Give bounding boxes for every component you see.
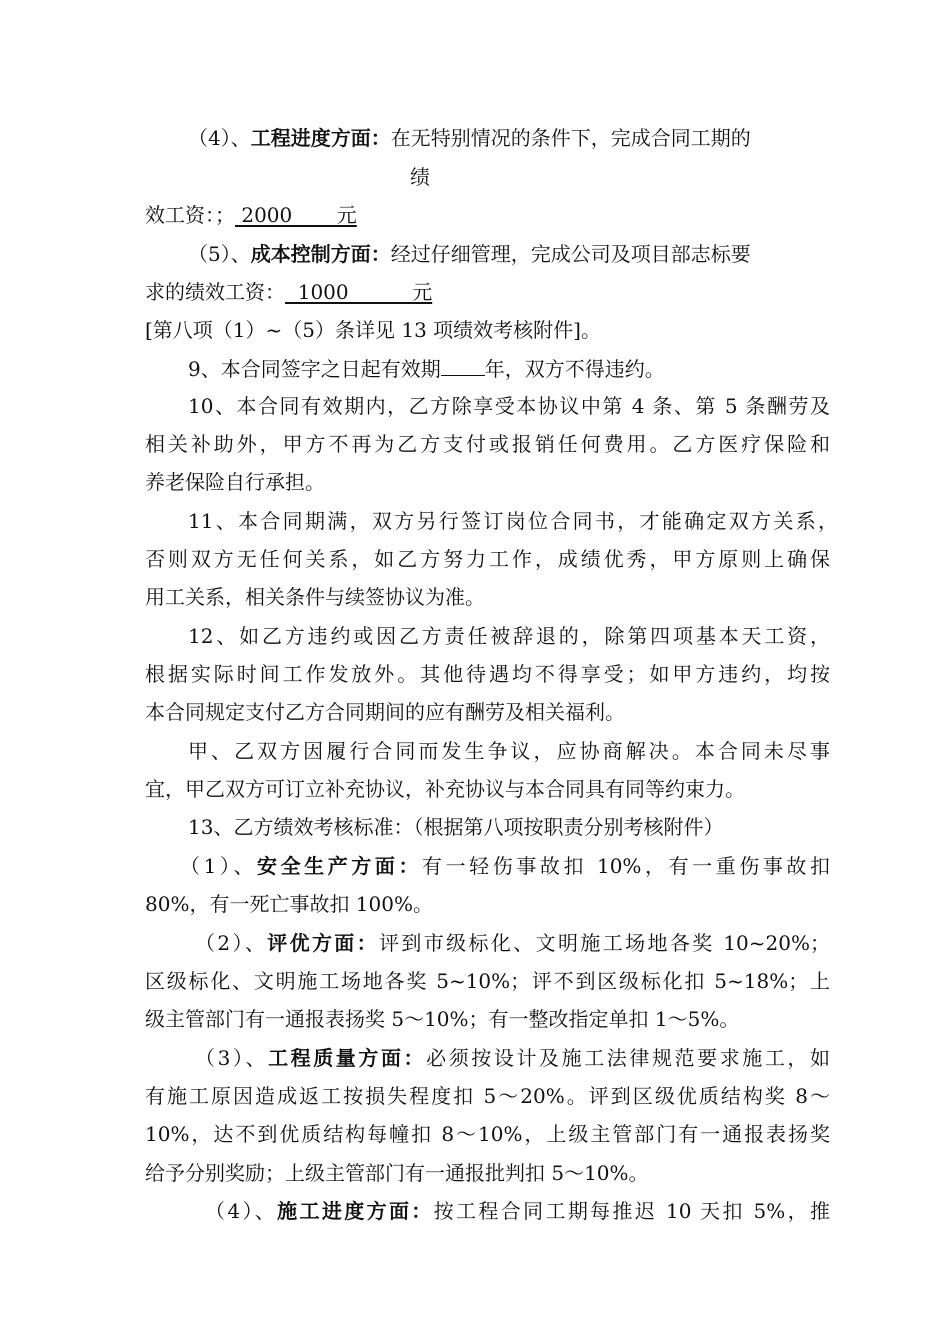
std3-line3: 10%，达不到优质结构每幢扣 8～10%，上级主管部门有一通报表扬奖 xyxy=(145,1122,830,1146)
item-prefix: （1）、 xyxy=(180,854,258,878)
clause-11-line: 11、本合同期满，双方另行签订岗位合同书，才能确定双方关系， xyxy=(188,509,838,533)
progress-item-line2 xyxy=(145,202,357,228)
clause-9 xyxy=(188,355,665,382)
progress-item-line1 xyxy=(188,125,751,151)
cost-item-line2 xyxy=(145,279,432,305)
item-heading: 成本控制方面： xyxy=(250,242,391,266)
item-text: 效工资：； xyxy=(145,203,235,227)
clause-text: 9、本合同签字之日起有效期 xyxy=(188,357,441,381)
item-text: 评到市级标化、文明施工场地各奖 10~20%； xyxy=(379,931,830,955)
std3-line1 xyxy=(195,1045,830,1071)
item-heading: 评优方面： xyxy=(267,931,380,955)
item-text: 在无特别情况的条件下，完成合同工期的 xyxy=(390,126,751,150)
clause-10-line: 相关补助外，甲方不再为乙方支付或报销任何费用。乙方医疗保险和 xyxy=(145,432,830,456)
clause-12-line: 12、如乙方违约或因乙方责任被辞退的，除第四项基本天工资， xyxy=(188,624,830,648)
std1-line1 xyxy=(180,853,830,879)
item-prefix: （4）、 xyxy=(205,1199,278,1223)
std3-line4: 给予分别奖励；上级主管部门有一通报批判扣 5～10%。 xyxy=(145,1161,649,1185)
item-prefix: （3）、 xyxy=(195,1046,269,1070)
dispute-line: 宜，甲乙双方可订立补充协议，补充协议与本合同具有同等约束力。 xyxy=(145,777,745,801)
wage-amount: 2000 元 xyxy=(235,203,357,227)
item-text: 求的绩效工资： xyxy=(145,280,285,304)
item-heading: 安全生产方面： xyxy=(257,854,423,878)
item-text: 必须按设计及施工法律规范要求施工，如 xyxy=(426,1046,831,1070)
item-text: 经过仔细管理，完成公司及项目部志标要 xyxy=(390,242,751,266)
progress-item-wrap: 绩 xyxy=(410,165,430,189)
item-prefix: （2）、 xyxy=(195,931,268,955)
wage-amount: 1000 元 xyxy=(285,280,433,304)
std2-line2: 区级标化、文明施工场地各奖 5~10%；评不到区级标化扣 5~18%；上 xyxy=(145,969,830,993)
clause-10-line: 10、本合同有效期内，乙方除享受本协议中第 4 条、第 5 条酬劳及 xyxy=(188,394,830,418)
cost-item-line1 xyxy=(188,241,751,267)
std2-line1 xyxy=(195,930,830,956)
clause-13-title: 13、乙方绩效考核标准：（根据第八项按职责分别考核附件） xyxy=(188,815,724,839)
clause-12-line: 根据实际时间工作发放外。其他待遇均不得享受；如甲方违约，均按 xyxy=(145,662,830,686)
std3-line2: 有施工原因造成返工按损失程度扣 5～20%。评到区级优质结构奖 8～ xyxy=(145,1084,830,1108)
clause-11-line: 否则双方无任何关系，如乙方努力工作，成绩优秀，甲方原则上确保 xyxy=(145,547,830,571)
item-heading: 施工进度方面： xyxy=(277,1199,434,1223)
std2-line3: 级主管部门有一通报表扬奖 5～10%；有一整改指定单扣 1～5%。 xyxy=(145,1007,740,1031)
clause-12-line: 本合同规定支付乙方合同期间的应有酬劳及相关福利。 xyxy=(145,700,625,724)
clause-11-line: 用工关系，相关条件与续签协议为准。 xyxy=(145,585,485,609)
std4-line1 xyxy=(205,1198,830,1224)
blank-field xyxy=(441,355,485,376)
item-heading: 工程进度方面： xyxy=(250,126,391,150)
note-line: [第八项（1）~（5）条详见 13 项绩效考核附件]。 xyxy=(145,318,601,342)
item-text: 有一轻伤事故扣 10%，有一重伤事故扣 xyxy=(422,854,830,878)
item-prefix: （4）、 xyxy=(188,126,251,150)
dispute-line: 甲、乙双方因履行合同而发生争议，应协商解决。本合同未尽事 xyxy=(188,739,830,763)
item-text: 按工程合同工期每推迟 10 天扣 5%，推 xyxy=(433,1199,831,1223)
std1-line2: 80%，有一死亡事故扣 100%。 xyxy=(145,892,433,916)
item-heading: 工程质量方面： xyxy=(268,1046,427,1070)
item-prefix: （5）、 xyxy=(188,242,251,266)
clause-10-line: 养老保险自行承担。 xyxy=(145,470,325,494)
clause-text: 年，双方不得违约。 xyxy=(484,357,665,381)
